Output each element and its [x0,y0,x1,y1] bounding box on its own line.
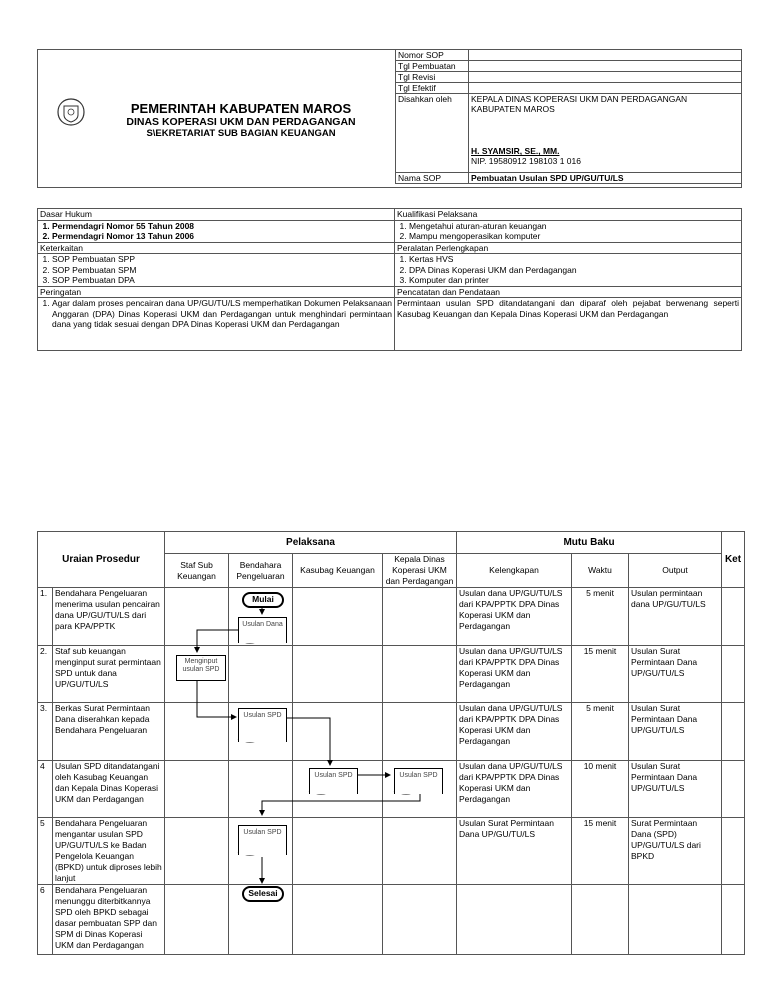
signer-name: H. SYAMSIR, SE., MM. [471,146,560,156]
col-pelaksana: Pelaksana [165,532,457,554]
col-uraian: Uraian Prosedur [38,532,165,588]
flow-doc-usulan-dana: Usulan Dana [238,617,287,643]
table-row: 6 Bendahara Pengeluaran menunggu diterbitkannya SPD oleh BPKD sebagai dasar pembuatan SPP dan SPM di Dinas Koperasi UKM dan Perdagangan [38,885,745,955]
col-mutu: Mutu Baku [457,532,722,554]
flow-proc-input: Menginput usulan SPD [176,655,226,681]
connector-doc-to-input [197,630,238,652]
approval-cell: KEPALA DINAS KOPERASI UKM DAN PERDAGANGAN KABUPATEN MAROS H. SYAMSIR, SE., MM. NIP. 19580912 198103 1 016 [469,94,742,173]
col-ket: Ket [722,532,745,588]
sop-name: Pembuatan Usulan SPD UP/GU/TU/LS [469,173,742,184]
procedure-table: Uraian Prosedur Pelaksana Mutu Baku Ket Staf Sub Keuangan Bendahara Pengeluaran Kasubag Keuangan Kepala Dinas Koperasi UKM dan Perdagangan Kelengkapan Waktu Output 1. Bendahara Pengeluaran menerima usulan pencairan dana UP/GU/TU/LS dari para KPA/PPTK Usulan dana UP/GU/TU/LS dari KPA/PPTK DPA Dinas Koperasi UKM dan Perdagangan 5 menit Usulan permintaan dana UP/GU/TU/LS 2. Staf sub keuangan menginput surat permintaan SPD untuk dana UP/GU/TU/LS Usulan dana UP/GU/TU/LS dari KPA/PPTK DPA Dinas Koperasi UKM dan Perdagangan 15 menit Usulan Surat Permintaan Dana UP/GU/TU/LS 3. Berkas Surat Permintaan Dana diserahkan kepada Bendahara Pengeluaran Usulan dana UP/GU/TU/LS dari KPA/PPTK DPA Dinas Koperasi UKM dan Perdagangan 5 menit Usulan Surat Permintaan Dana UP/GU/TU/LS 4 Usulan SPD ditandatangani oleh Kasubag Keuangan dan Kepala Dinas Koperasi UKM dan Perdagangan Usulan dana UP/GU/TU/LS dari KPA/PPTK DPA Dinas Koperasi UKM dan Perdagangan 10 menit Usulan Surat Permintaan Dana UP/GU/TU/LS 5 Bendahara Pengeluaran mengantar usulan SPD UP/GU/TU/LS ke Badan Pengelola Keuangan (BPKD) untuk diproses lebih lanjut Usulan Surat Permintaan Dana UP/GU/TU/LS 15 menit Surat Permintaan Dana (SPD) UP/GU/TU/LS dari BPKD 6 Bendahara Pengeluaran menunggu diterbitkannya SPD oleh BPKD sebagai dasar pembuatan SPP dan SPM di Dinas Koperasi UKM dan Perdagangan [37,531,745,955]
kualifikasi-list: 1. Mengetahui aturan-aturan keuangan 2. Mampu mengoperasikan komputer [395,220,742,242]
flow-doc-usulan-spd-3: Usulan SPD [394,768,443,794]
connector-input-to-spd [197,680,236,717]
peringatan-text: 1. Agar dalam proses pencairan dana UP/GU/TU/LS memperhatikan Dokumen Pelaksanaan Anggaran (DPA) Dinas Koperasi UKM dan Perdagangan untuk menghindari permintaan dana yang tidak sesuai dengan DPA Dinas Koperasi UKM dan Perdagangan [38,298,395,351]
dept-title: DINAS KOPERASI UKM DAN PERDAGANGAN [126,116,356,128]
keterkaitan-list: 1. SOP Pembuatan SPP 2. SOP Pembuatan SPM 3. SOP Pembuatan DPA [38,254,395,287]
flow-doc-usulan-spd-2: Usulan SPD [309,768,358,794]
sop-meta-table: Nomor SOP Tgl Pembuatan Tgl Revisi Tgl Efektif Disahkan oleh KEPALA DINAS KOPERASI UKM DAN PERDAGANGAN KABUPATEN MAROS H. SYAMSIR, SE., MM. NIP. 19580912 198103 1 016 Nama SOP Pembuatan Usulan SPD UP/GU/TU/LS [395,49,742,184]
sop-info-table: Dasar Hukum Kualifikasi Pelaksana 1. Permendagri Nomor 55 Tahun 2008 2. Permendagri Nomor 13 Tahun 2006 1. Mengetahui aturan-aturan keuangan 2. Mampu mengoperasikan komputer Keterkaitan Peralatan Perlengkapan 1. SOP Pembuatan SPP 2. SOP Pembuatan SPM 3. SOP Pembuatan DPA 1. Kertas HVS 2. DPA Dinas Koperasi UKM dan Perdagangan 3. Komputer dan printer Peringatan Pencatatan dan Pendataan 1. Agar dalam proses pencairan dana UP/GU/TU/LS memperhatikan Dokumen Pelaksanaan Anggaran (DPA) Dinas Koperasi UKM dan Perdagangan untuk menghindari permintaan dana yang tidak sesuai dengan DPA Dinas Koperasi UKM dan Perdagangan Permintaan usulan SPD ditandatangani dan diparaf oleh pejabat berwenang seperti Kasubag Keuangan dan Kepala Dinas Koperasi UKM dan Perdagangan [37,208,742,351]
peralatan-list: 1. Kertas HVS 2. DPA Dinas Koperasi UKM dan Perdagangan 3. Komputer dan printer [395,254,742,287]
table-row: 4 Usulan SPD ditandatangani oleh Kasubag Keuangan dan Kepala Dinas Koperasi UKM dan Perdagangan Usulan dana UP/GU/TU/LS dari KPA/PPTK DPA Dinas Koperasi UKM dan Perdagangan 10 menit Usulan Surat Permintaan Dana UP/GU/TU/LS [38,761,745,818]
section-title: S\EKRETARIAT SUB BAGIAN KEUANGAN [146,128,336,139]
flow-start: Mulai [242,592,284,608]
signer-nip: NIP. 19580912 198103 1 016 [471,156,581,166]
gov-title: PEMERINTAH KABUPATEN MAROS [130,101,352,116]
dasar-hukum-list: 1. Permendagri Nomor 55 Tahun 2008 2. Permendagri Nomor 13 Tahun 2006 [38,220,395,242]
flow-end: Selesai [242,886,284,902]
connector-kadis-to-bendahara [262,793,420,815]
table-row: 3. Berkas Surat Permintaan Dana diserahkan kepada Bendahara Pengeluaran Usulan dana UP/GU/TU/LS dari KPA/PPTK DPA Dinas Koperasi UKM dan Perdagangan 5 menit Usulan Surat Permintaan Dana UP/GU/TU/LS [38,703,745,761]
flow-doc-usulan-spd-4: Usulan SPD [238,825,287,855]
table-row: 1. Bendahara Pengeluaran menerima usulan pencairan dana UP/GU/TU/LS dari para KPA/PPTK Usulan dana UP/GU/TU/LS dari KPA/PPTK DPA Dinas Koperasi UKM dan Perdagangan 5 menit Usulan permintaan dana UP/GU/TU/LS [38,588,745,646]
connector-spd-to-kasubag [285,718,330,765]
flow-doc-usulan-spd-1: Usulan SPD [238,708,287,742]
table-row: 2. Staf sub keuangan menginput surat permintaan SPD untuk dana UP/GU/TU/LS Usulan dana UP/GU/TU/LS dari KPA/PPTK DPA Dinas Koperasi UKM dan Perdagangan 15 menit Usulan Surat Permintaan Dana UP/GU/TU/LS [38,646,745,703]
pencatatan-text: Permintaan usulan SPD ditandatangani dan diparaf oleh pejabat berwenang seperti Kasubag Keuangan dan Kepala Dinas Koperasi UKM dan Perdagangan [395,298,742,351]
table-row: 5 Bendahara Pengeluaran mengantar usulan SPD UP/GU/TU/LS ke Badan Pengelola Keuangan (BPKD) untuk diproses lebih lanjut Usulan Surat Permintaan Dana UP/GU/TU/LS 15 menit Surat Permintaan Dana (SPD) UP/GU/TU/LS dari BPKD [38,818,745,885]
